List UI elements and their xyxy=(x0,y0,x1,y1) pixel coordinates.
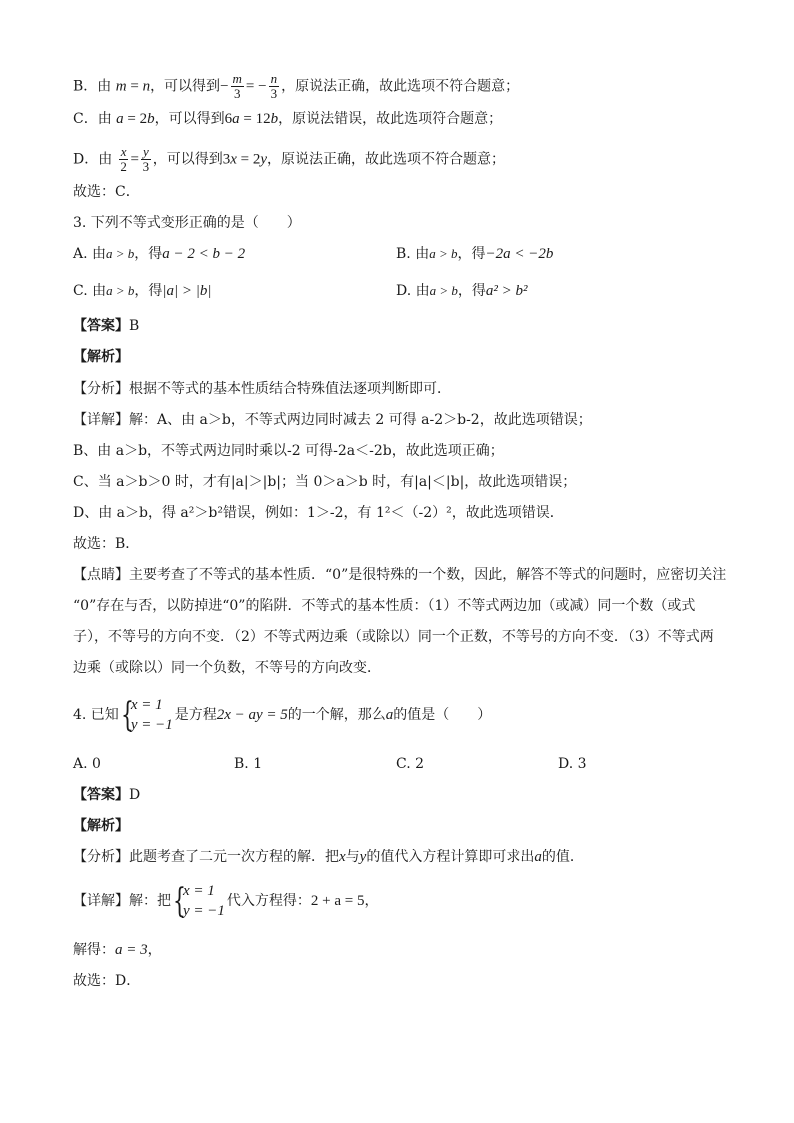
equation: 2x − ay = 5 xyxy=(216,707,288,723)
system-row-1: x = 1 xyxy=(183,883,215,899)
text: 代入方程得： xyxy=(226,893,311,909)
text: ， xyxy=(364,893,379,909)
text: ，可以得到 xyxy=(150,78,221,95)
equation: a = 3 xyxy=(115,942,148,958)
q2-option-c-line: C．由 a = 2b，可以得到6a = 12b，原说法错误，故此选项符合题意； xyxy=(73,111,503,127)
result: a² > b² xyxy=(485,283,528,299)
text: 【详解】解：把 xyxy=(73,893,171,909)
q4-option-a: A. 0 xyxy=(73,756,101,772)
q3-detail-1: 【详解】解：A、由 a＞b，不等式两边同时减去 2 可得 a-2＞b-2，故此选项错误； xyxy=(73,412,592,428)
q3-option-c xyxy=(73,281,212,301)
label: A. 由 xyxy=(73,246,107,262)
label: B. 由 xyxy=(396,246,430,262)
text: ，原说法正确，故此选项不符合题意； xyxy=(281,78,520,95)
math-m-eq-n: m xyxy=(115,78,127,95)
answer-value: B xyxy=(129,318,140,334)
q3-option-a xyxy=(73,244,245,264)
q3-comment-2: “0”存在与否，以防掉进“0”的陷阱．不等式的基本性质：（1）不等式两边加（或减）同一个数（或式 xyxy=(73,598,696,614)
q4-fenxi xyxy=(73,847,584,867)
condition: a > b xyxy=(429,246,458,261)
result: −2a < −2b xyxy=(485,246,554,262)
variable: a xyxy=(385,707,394,723)
text: 与 xyxy=(345,849,360,865)
q4-solve xyxy=(73,940,162,960)
label: D. 由 xyxy=(396,283,430,299)
text: ， xyxy=(147,942,162,958)
variable: a xyxy=(534,849,542,865)
q4-pick: 故选：D． xyxy=(73,973,141,989)
text: ，得 xyxy=(457,283,486,299)
text: 【分析】此题考查了二元一次方程的解．把 xyxy=(73,849,339,865)
text: 由 xyxy=(97,78,112,95)
label: C． xyxy=(73,111,98,127)
q3-option-b xyxy=(396,244,553,264)
answer-value: D xyxy=(129,787,141,803)
result: |a| > |b| xyxy=(162,283,212,299)
condition: a > b xyxy=(106,283,135,298)
system-row-2: y = −1 xyxy=(183,903,225,919)
text: ，原说法错误，故此选项符合题意； xyxy=(278,111,503,127)
text: ，原说法正确，故此选项不符合题意； xyxy=(267,151,506,168)
q3-comment-3: 子），不等号的方向不变．（2）不等式两边乘（或除以）同一个正数，不等号的方向不变．（3）不等式两 xyxy=(73,629,714,645)
text: 解得： xyxy=(73,942,115,958)
q4-option-b: B. 1 xyxy=(234,756,263,772)
condition: a > b xyxy=(106,246,135,261)
text: 的值是（ ） xyxy=(393,707,492,723)
q3-answer-line xyxy=(73,316,139,336)
q2-answer-pick: 故选：C． xyxy=(73,184,140,200)
text: ，可以得到 xyxy=(152,151,223,168)
variable: y xyxy=(359,849,367,865)
q4-analysis-tag: 【解析】 xyxy=(73,818,129,834)
fraction-m-over-3: $\frac{m}{3}$ xyxy=(232,71,242,101)
q3-stem: 3. 下列不等式变形正确的是（ ） xyxy=(73,215,301,231)
answer-tag: 【答案】 xyxy=(73,318,129,334)
q3-analysis-tag: 【解析】 xyxy=(73,349,129,365)
q3-fenxi: 【分析】根据不等式的基本性质结合特殊值法逐项判断即可． xyxy=(73,381,451,397)
math-a-eq-2b: a xyxy=(116,111,124,127)
q4-option-c: C. 2 xyxy=(396,756,425,772)
fraction-n-over-3: $\frac{n}{3}$ xyxy=(270,71,278,101)
text: 是方程 xyxy=(174,707,217,723)
text: 的值代入方程计算即可求出 xyxy=(366,849,535,865)
q4-answer-line xyxy=(73,785,140,805)
q3-detail-4: D、由 a＞b，得 a²＞b²错误，例如：1＞-2，有 1²＜（-2）²，故此选项错误． xyxy=(73,505,564,521)
label: D． xyxy=(73,151,99,168)
equation-system: { x = 1 y = −1 xyxy=(120,695,173,735)
text: 由 xyxy=(98,151,113,168)
q3-comment-1: 【点睛】主要考查了不等式的基本性质．“0”是很特殊的一个数，因此，解答不等式的问题时，应密切关注 xyxy=(73,567,727,583)
q2-option-b-line: B．由 m = n，可以得到− $\frac{m}{3}$ = − $\frac{n}{3}$ ，原说法正确，故此选项不符合题意； xyxy=(73,71,520,101)
system-row-2: y = −1 xyxy=(130,717,173,733)
text: ，得 xyxy=(134,283,163,299)
q4-detail xyxy=(73,881,378,921)
q4-option-d: D. 3 xyxy=(558,756,587,772)
label: C. 由 xyxy=(73,283,107,299)
q3-detail-2: B、由 a＞b，不等式两边同时乘以-2 可得-2a＜-2b，故此选项正确； xyxy=(73,443,504,459)
fraction-x-over-2: $\frac{x}{2}$ xyxy=(120,144,127,174)
fraction-y-over-3: $\frac{y}{3}$ xyxy=(142,144,150,174)
text: ，可以得到 xyxy=(154,111,225,127)
answer-tag: 【答案】 xyxy=(73,787,129,803)
result: a − 2 < b − 2 xyxy=(162,246,246,262)
q4-stem xyxy=(73,695,491,735)
text: 的值． xyxy=(541,849,584,865)
equation-system: { x = 1 y = −1 xyxy=(173,881,225,921)
variable: x xyxy=(339,849,346,865)
text: 由 xyxy=(97,111,112,127)
q3-pick: 故选：B． xyxy=(73,536,140,552)
text: ，得 xyxy=(134,246,163,262)
q2-option-d-line: D．由 $\frac{x}{2}$ = $\frac{y}{3}$ ，可以得到3x = 2y，原说法正确，故此选项不符合题意； xyxy=(73,144,506,174)
text: ，得 xyxy=(457,246,486,262)
condition: a > b xyxy=(429,283,458,298)
system-row-1: x = 1 xyxy=(130,697,163,713)
q3-comment-4: 边乘（或除以）同一个负数，不等号的方向改变． xyxy=(73,660,381,676)
text: 的一个解，那么 xyxy=(287,707,386,723)
equation: 2 + a = 5 xyxy=(310,893,365,909)
question-number: 4. 已知 xyxy=(73,707,119,723)
q3-detail-3: C、当 a＞b＞0 时，才有|a|＞|b|；当 0＞a＞b 时，有|a|＜|b|，故此选项错误； xyxy=(73,474,577,490)
q3-option-d xyxy=(396,281,528,301)
label: B． xyxy=(73,78,98,95)
